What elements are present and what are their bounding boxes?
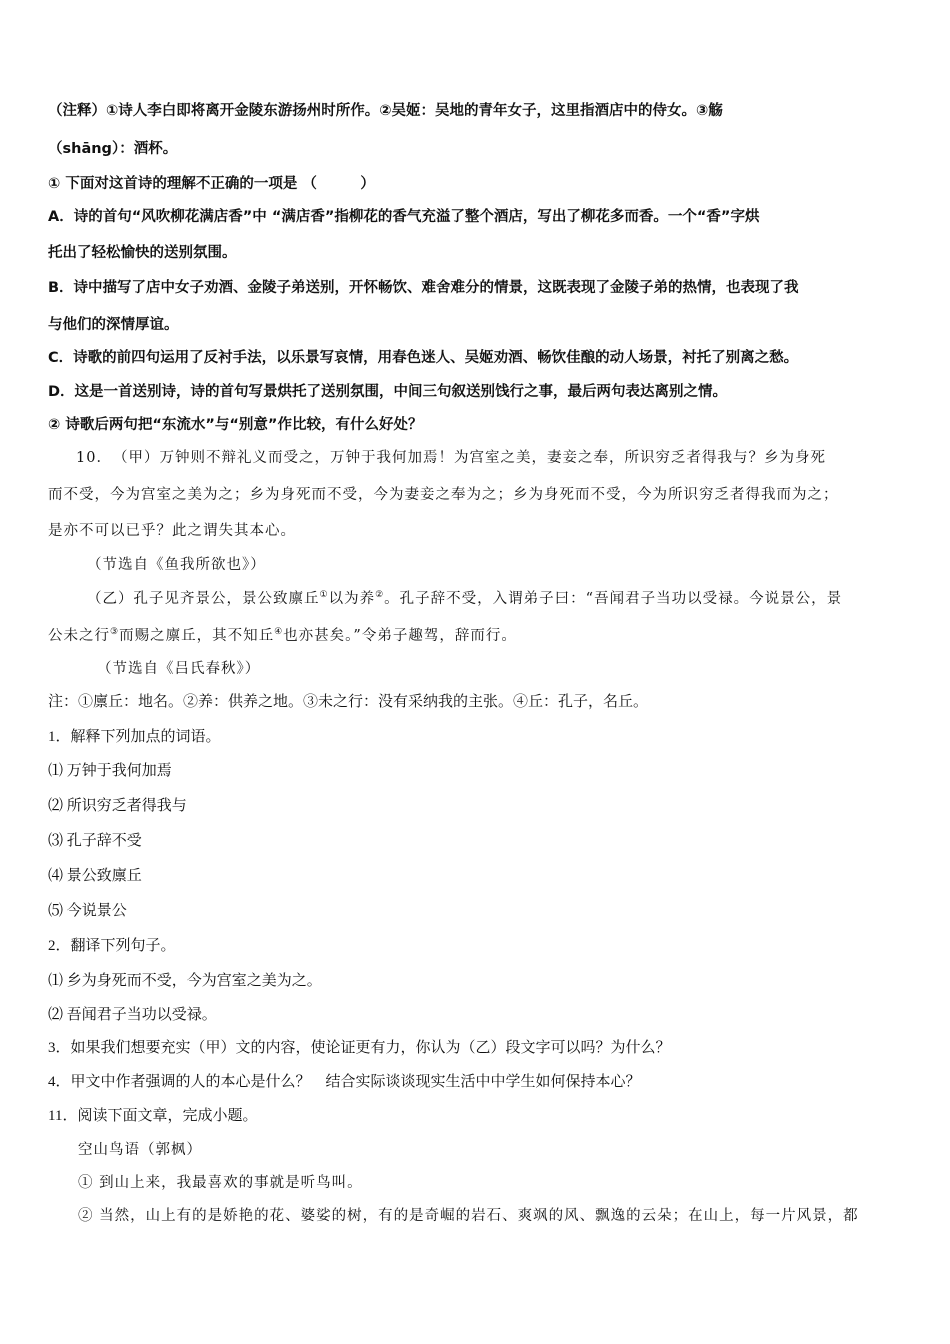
task-2: 2．翻译下列句子。 bbox=[48, 938, 176, 954]
task-1-item: ⑷ 景公致廪丘 bbox=[48, 868, 142, 884]
task-1-item: ⑵ 所识穷乏者得我与 bbox=[48, 798, 187, 814]
footnote-marker: ④ bbox=[274, 627, 284, 638]
jia-line-3: 是亦不可以已乎？此之谓失其本心。 bbox=[48, 523, 296, 539]
yi-source: （节选自《吕氏春秋》） bbox=[97, 661, 261, 677]
article-paragraph-1: ① 到山上来，我最喜欢的事就是听鸟叫。 bbox=[78, 1175, 363, 1191]
question-11-intro: 11．阅读下面文章，完成小题。 bbox=[48, 1108, 258, 1124]
option-b-line-2: 与他们的深情厚谊。 bbox=[48, 317, 179, 333]
passage-notes: 注：①廪丘：地名。②养：供养之地。③未之行：没有采纳我的主张。④丘：孔子，名丘。 bbox=[48, 694, 649, 710]
footnote-marker: ③ bbox=[110, 627, 120, 638]
yi-line-2: 公未之行③而赐之廪丘，其不知丘④也亦甚矣。”令弟子趣驾，辞而行。 bbox=[48, 627, 517, 644]
poem-note-line-1: （注释）①诗人李白即将离开金陵东游扬州时所作。②吴姬：吴地的青年女子，这里指酒店中的侍女。③觞 bbox=[48, 103, 723, 119]
question-2: ② 诗歌后两句把“东流水”与“别意”作比较，有什么好处？ bbox=[48, 417, 423, 433]
task-2-item: ⑴ 乡为身死而不受，今为宫室之美为之。 bbox=[48, 973, 322, 989]
jia-line-1: 10． （甲）万钟则不辩礼义而受之，万钟于我何加焉！为宫室之美，妻妾之奉，所识穷乏者得我与？乡为身死 bbox=[76, 450, 826, 466]
option-b-line-1: B．诗中描写了店中女子劝酒、金陵子弟送别，开怀畅饮、难舍难分的情景，这既表现了金陵子弟的热情，也表现了我 bbox=[48, 280, 799, 296]
task-1: 1．解释下列加点的词语。 bbox=[48, 729, 221, 745]
task-1-item: ⑸ 今说景公 bbox=[48, 903, 127, 919]
footnote-marker: ① bbox=[319, 590, 329, 601]
jia-line-2: 而不受，今为宫室之美为之；乡为身死而不受，今为妻妾之奉为之；乡为身死而不受，今为所识穷乏者得我而为之； bbox=[48, 487, 839, 503]
yi-line-1: （乙）孔子见齐景公，景公致廪丘①以为养②。孔子辞不受，入谓弟子曰：“吾闻君子当功以受禄。今说景公，景 bbox=[87, 590, 843, 607]
question-1: ① 下面对这首诗的理解不正确的一项是 （ ） bbox=[48, 176, 375, 192]
option-c: C．诗歌的前四句运用了反衬手法，以乐景写哀情，用春色迷人、吴姬劝酒、畅饮佳酿的动人场景，衬托了别离之愁。 bbox=[48, 350, 799, 366]
option-a-line-2: 托出了轻松愉快的送别氛围。 bbox=[48, 245, 237, 261]
task-4: 4．甲文中作者强调的人的本心是什么？ 结合实际谈谈现实生活中中学生如何保持本心？ bbox=[48, 1074, 641, 1090]
jia-source: （节选自《鱼我所欲也》） bbox=[87, 557, 266, 573]
task-1-item: ⑴ 万钟于我何加焉 bbox=[48, 763, 172, 779]
task-3: 3．如果我们想要充实（甲）文的内容，使论证更有力，你认为（乙）段文字可以吗？为什么？ bbox=[48, 1040, 671, 1056]
article-title: 空山鸟语（郭枫） bbox=[78, 1142, 202, 1158]
task-1-item: ⑶ 孔子辞不受 bbox=[48, 833, 142, 849]
article-paragraph-2: ② 当然，山上有的是娇艳的花、婆娑的树，有的是奇崛的岩石、爽飒的风、飘逸的云朵；在山上，每一片风景，都 bbox=[78, 1208, 859, 1224]
task-2-item: ⑵ 吾闻君子当功以受禄。 bbox=[48, 1007, 217, 1023]
footnote-marker: ② bbox=[375, 590, 385, 601]
poem-note-line-2: （shāng）：酒杯。 bbox=[48, 141, 178, 157]
option-a-line-1: A．诗的首句“风吹柳花满店香”中 “满店香”指柳花的香气充溢了整个酒店，写出了柳花多而香。一个“香”字烘 bbox=[48, 209, 760, 225]
option-d: D．这是一首送别诗，诗的首句写景烘托了送别氛围，中间三句叙送别饯行之事，最后两句表达离别之情。 bbox=[48, 384, 728, 400]
